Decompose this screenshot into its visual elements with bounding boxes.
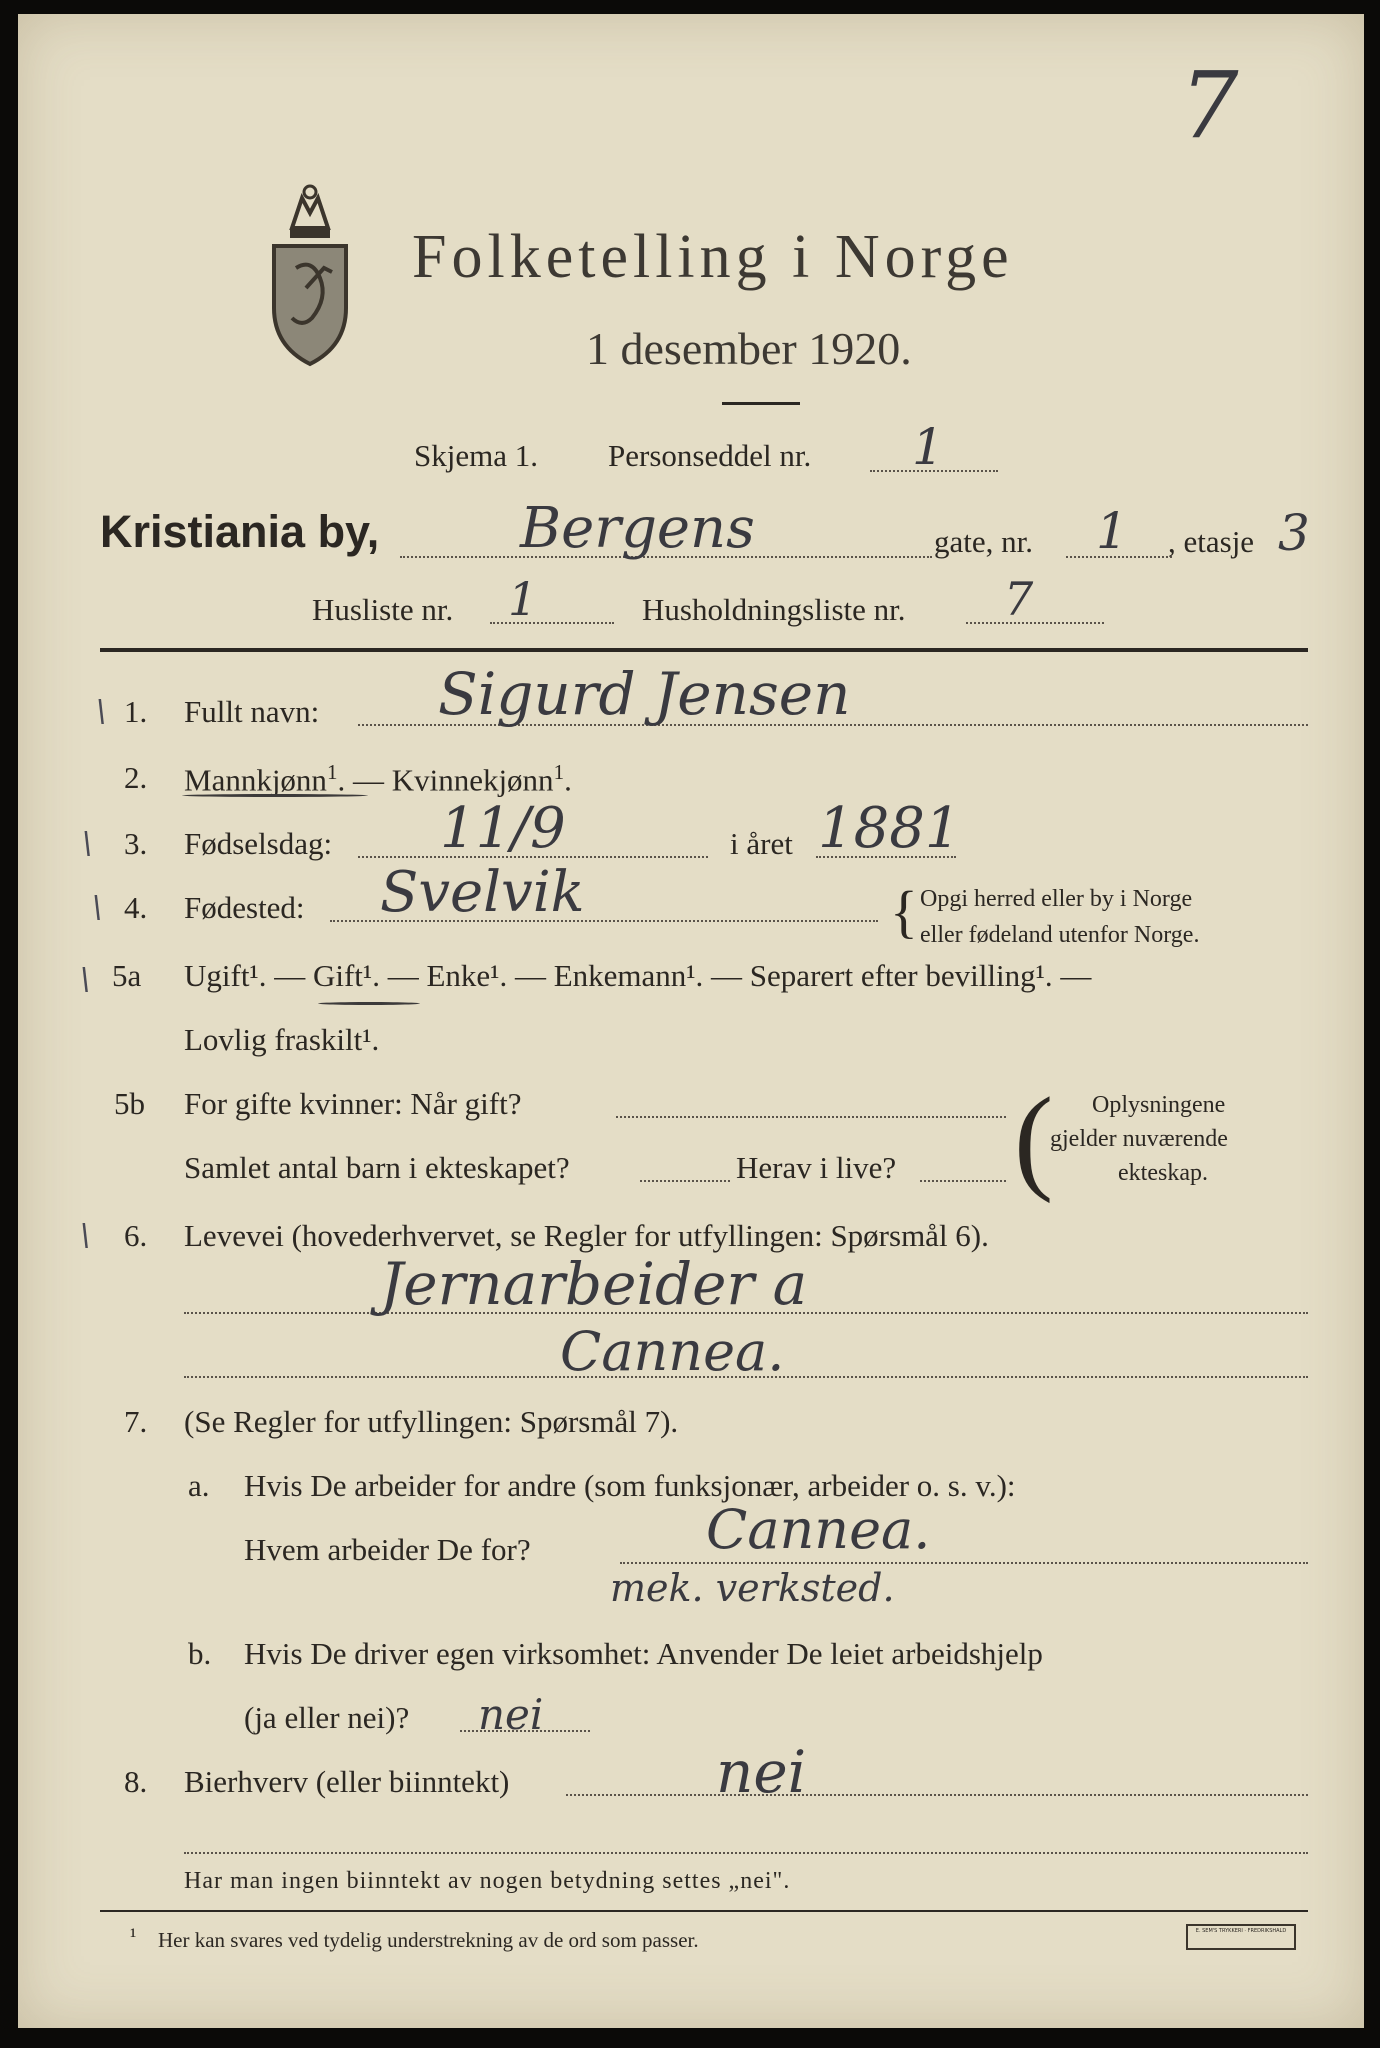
q7a-letter: a. xyxy=(188,1468,210,1503)
q2-female-sup: 1 xyxy=(553,760,565,784)
q4-number: 4. xyxy=(124,890,148,925)
printer-stamp: E. SEM'S TRYKKERI · FREDRIKSHALD xyxy=(1186,1924,1296,1950)
footnote-separator xyxy=(100,1910,1308,1912)
q2-female[interactable]: Kvinnekjønn xyxy=(391,762,554,798)
q2-number: 2. xyxy=(124,760,148,795)
q4-brace: { xyxy=(890,879,918,944)
q5b-note-1: Oplysningene xyxy=(1092,1092,1226,1118)
q7a-value-2: mek. verksted. xyxy=(610,1566,895,1610)
q4-label: Fødested: xyxy=(184,890,305,925)
q8-line-2 xyxy=(184,1852,1308,1854)
q5b-children-label: Samlet antal barn i ekteskapet? xyxy=(184,1150,570,1185)
q7a-line xyxy=(620,1562,1308,1564)
q7b-line-2: (ja eller nei)? xyxy=(244,1700,410,1735)
q1-label: Fullt navn: xyxy=(184,694,320,729)
personseddel-label: Personseddel nr. xyxy=(608,438,812,473)
q6-value-2: Cannea. xyxy=(560,1320,785,1383)
q2-male-sup: 1 xyxy=(326,760,338,784)
q3-number: 3. xyxy=(124,826,148,861)
q7a-line-1: Hvis De arbeider for andre (som funksjonær, arbeider o. s. v.): xyxy=(244,1468,1016,1503)
q2-male[interactable]: Mannkjønn xyxy=(184,762,327,798)
gate-label: gate, nr. xyxy=(934,524,1033,559)
footnote: Her kan svares ved tydelig understrekning av de ord som passer. xyxy=(158,1928,699,1952)
page-title: Folketelling i Norge xyxy=(412,223,1014,291)
husholdning-label: Husholdningsliste nr. xyxy=(642,592,906,627)
q2-sep: — xyxy=(352,762,384,798)
q5b-note-2: gjelder nuværende xyxy=(1050,1126,1228,1152)
q3-year-value: 1881 xyxy=(818,796,961,861)
q3-checkmark: \ xyxy=(82,826,93,861)
q4-note-2: eller fødeland utenfor Norge. xyxy=(920,922,1200,948)
q5a-options-1: Ugift¹. — Gift¹. — Enke¹. — Enkemann¹. — Separert efter bevilling¹. — xyxy=(184,958,1092,993)
q2-female-dot: . xyxy=(564,762,572,798)
q7b-letter: b. xyxy=(188,1636,212,1671)
q4-value: Svelvik xyxy=(380,860,585,925)
q7b-line-1: Hvis De driver egen virksomhet: Anvender De leiet arbeidshjelp xyxy=(244,1636,1043,1671)
q6-value-1: Jernarbeider a xyxy=(380,1250,808,1318)
q8-number: 8. xyxy=(124,1764,148,1799)
etasje-value: 3 xyxy=(1278,504,1310,562)
q5a-checkmark: \ xyxy=(80,962,91,997)
q5b-married-line xyxy=(616,1116,1006,1118)
husliste-value: 1 xyxy=(508,572,538,626)
q6-checkmark: \ xyxy=(80,1218,91,1253)
q5b-line-1: For gifte kvinner: Når gift? xyxy=(184,1086,522,1121)
coat-of-arms-icon xyxy=(262,168,358,368)
q4-checkmark: \ xyxy=(92,890,103,925)
q5a-number: 5a xyxy=(112,958,142,993)
skjema-label: Skjema 1. xyxy=(414,438,538,473)
footnote-mark: ¹ xyxy=(130,1924,137,1948)
q5a-gift-underline xyxy=(318,1002,420,1005)
city-label: Kristiania by, xyxy=(100,506,380,557)
q3-value: 11/9 xyxy=(440,796,566,861)
q5b-living-line xyxy=(920,1180,1006,1182)
paper-sheet xyxy=(18,14,1364,2028)
q7-label: (Se Regler for utfyllingen: Spørsmål 7). xyxy=(184,1404,679,1439)
q7a-line-2: Hvem arbeider De for? xyxy=(244,1532,531,1567)
nei-note: Har man ingen biinntekt av nogen betydning settes „nei". xyxy=(184,1868,791,1894)
q2-options xyxy=(184,760,572,798)
q5b-number: 5b xyxy=(114,1086,145,1121)
q5b-living-label: Herav i live? xyxy=(736,1150,897,1185)
q2-male-dot: . xyxy=(337,762,346,798)
q3-year-label: i året xyxy=(730,826,793,861)
q6-label: Levevei (hovederhvervet, se Regler for utfyllingen: Spørsmål 6). xyxy=(184,1218,989,1253)
q3-label: Fødselsdag: xyxy=(184,826,333,861)
q1-value: Sigurd Jensen xyxy=(438,660,851,728)
q7b-value: nei xyxy=(478,1690,544,1739)
q7a-value-1: Cannea. xyxy=(706,1498,931,1561)
etasje-label: , etasje xyxy=(1168,524,1255,559)
q5a-options-2: Lovlig fraskilt¹. xyxy=(184,1022,380,1057)
census-date: 1 desember 1920. xyxy=(586,323,912,374)
q1-number: 1. xyxy=(124,694,148,729)
title-divider xyxy=(722,402,800,405)
nr-value: 1 xyxy=(1096,502,1128,560)
q8-line-1 xyxy=(566,1794,1308,1796)
q5b-note-3: ekteskap. xyxy=(1118,1160,1208,1186)
personseddel-value: 1 xyxy=(912,418,944,476)
page-number: 7 xyxy=(1180,52,1239,159)
street-value: Bergens xyxy=(520,496,755,561)
q5b-brace: ( xyxy=(1014,1073,1054,1204)
q1-checkmark: \ xyxy=(96,694,107,729)
husholdning-line xyxy=(966,622,1104,624)
husholdning-value: 7 xyxy=(1004,572,1034,626)
q2-male-underline xyxy=(182,794,368,797)
q7-number: 7. xyxy=(124,1404,148,1439)
q5b-children-line xyxy=(640,1180,730,1182)
q6-number: 6. xyxy=(124,1218,148,1253)
q4-note-1: Opgi herred eller by i Norge xyxy=(920,886,1193,912)
q8-label: Bierhverv (eller biinntekt) xyxy=(184,1764,510,1799)
husliste-label: Husliste nr. xyxy=(312,592,454,627)
header-separator xyxy=(100,648,1308,652)
q8-value: nei xyxy=(716,1738,807,1806)
